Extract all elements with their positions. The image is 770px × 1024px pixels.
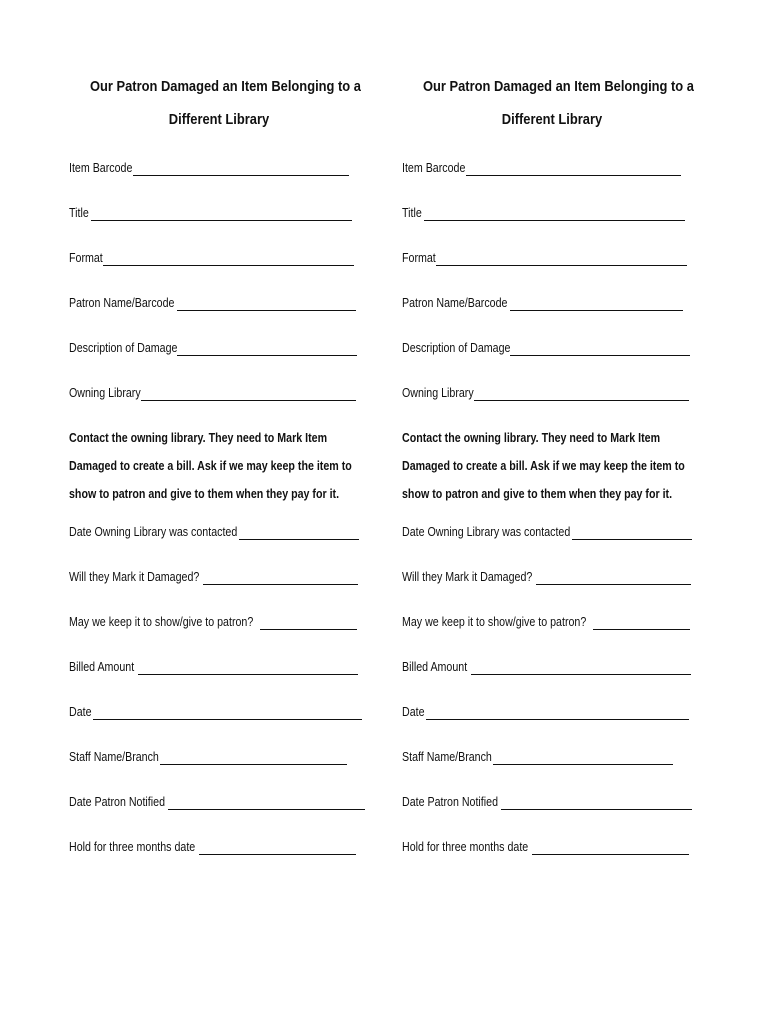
field-label: Date Patron Notified [402,794,499,809]
field-label: Patron Name/Barcode [402,295,508,310]
instruction-line: Damaged to create a bill. Ask if we may keep the item to [69,458,352,473]
fill-in-line[interactable] [141,400,356,401]
field-hold-for-three-months-date [69,829,369,874]
fill-in-line[interactable] [103,265,354,266]
fill-in-line[interactable] [239,539,359,540]
fill-in-line[interactable] [510,355,690,356]
form-title-line-2: Different Library [501,111,603,128]
instruction-line: Contact the owning library. They need to Mark Item [69,430,328,445]
field-label: Will they Mark it Damaged? [69,569,200,584]
field-staff-name-branch [402,739,702,784]
fill-in-line[interactable] [532,854,689,855]
instruction-line: show to patron and give to them when they pay for it. [69,486,340,501]
field-format [69,240,369,285]
field-label: Hold for three months date [69,839,196,854]
field-label: Staff Name/Branch [69,749,159,764]
field-date [402,694,702,739]
field-label: Date Owning Library was contacted [69,524,238,539]
fill-in-line[interactable] [168,809,365,810]
field-label: Owning Library [402,385,474,400]
form-title-line-1: Our Patron Damaged an Item Belonging to a [423,78,694,95]
field-date-owning-library-was-contacted [402,514,702,559]
field-patron-name-barcode [402,285,702,330]
fill-in-line[interactable] [133,175,349,176]
field-may-we-keep-it-to-show-give-to-patron [402,604,702,649]
fill-in-line[interactable] [501,809,692,810]
instruction-note [69,424,369,508]
field-label: Date Owning Library was contacted [402,524,571,539]
field-label: Item Barcode [69,160,133,175]
field-date-patron-notified [402,784,702,829]
field-label: Title [69,205,89,220]
fill-in-line[interactable] [93,719,362,720]
form-title [90,70,361,136]
field-will-they-mark-it-damaged [69,559,369,604]
field-description-of-damage [402,330,702,375]
field-label: Title [402,205,422,220]
field-item-barcode [402,150,702,195]
fill-in-line[interactable] [138,674,358,675]
field-date [69,694,369,739]
field-title [402,195,702,240]
fill-in-line[interactable] [260,629,357,630]
field-description-of-damage [69,330,369,375]
field-format [402,240,702,285]
fill-in-line[interactable] [160,764,347,765]
fill-in-line[interactable] [536,584,691,585]
field-label: Owning Library [69,385,141,400]
fill-in-line[interactable] [177,310,356,311]
form-title [423,70,694,136]
field-hold-for-three-months-date [402,829,702,874]
field-label: Description of Damage [402,340,511,355]
fill-in-line[interactable] [510,310,683,311]
field-label: Billed Amount [69,659,135,674]
instruction-line: Damaged to create a bill. Ask if we may keep the item to [402,458,685,473]
damage-form-left [69,70,369,874]
field-label: Date [69,704,92,719]
fill-in-line[interactable] [203,584,358,585]
field-label: May we keep it to show/give to patron? [69,614,254,629]
field-label: Billed Amount [402,659,468,674]
field-label: Format [402,250,436,265]
field-label: Staff Name/Branch [402,749,492,764]
field-label: Patron Name/Barcode [69,295,175,310]
field-date-patron-notified [69,784,369,829]
fill-in-line[interactable] [572,539,692,540]
field-label: Date Patron Notified [69,794,166,809]
field-billed-amount [402,649,702,694]
field-label: Date [402,704,425,719]
fill-in-line[interactable] [493,764,673,765]
fill-in-line[interactable] [436,265,687,266]
field-label: Format [69,250,103,265]
fill-in-line[interactable] [424,220,685,221]
fill-in-line[interactable] [471,674,691,675]
field-will-they-mark-it-damaged [402,559,702,604]
field-patron-name-barcode [69,285,369,330]
instruction-note [402,424,702,508]
field-may-we-keep-it-to-show-give-to-patron [69,604,369,649]
form-title-line-2: Different Library [168,111,270,128]
fill-in-line[interactable] [199,854,356,855]
field-staff-name-branch [69,739,369,784]
field-owning-library [402,375,702,420]
field-owning-library [69,375,369,420]
instruction-line: show to patron and give to them when they pay for it. [402,486,673,501]
fill-in-line[interactable] [474,400,689,401]
field-label: May we keep it to show/give to patron? [402,614,587,629]
field-billed-amount [69,649,369,694]
fill-in-line[interactable] [177,355,357,356]
field-label: Hold for three months date [402,839,529,854]
instruction-line: Contact the owning library. They need to Mark Item [402,430,661,445]
fill-in-line[interactable] [593,629,690,630]
field-date-owning-library-was-contacted [69,514,369,559]
fill-in-line[interactable] [426,719,689,720]
form-title-line-1: Our Patron Damaged an Item Belonging to a [90,78,361,95]
field-label: Description of Damage [69,340,178,355]
fill-in-line[interactable] [466,175,681,176]
field-item-barcode [69,150,369,195]
field-label: Will they Mark it Damaged? [402,569,533,584]
field-title [69,195,369,240]
fill-in-line[interactable] [91,220,352,221]
field-label: Item Barcode [402,160,466,175]
damage-form-right [402,70,702,874]
